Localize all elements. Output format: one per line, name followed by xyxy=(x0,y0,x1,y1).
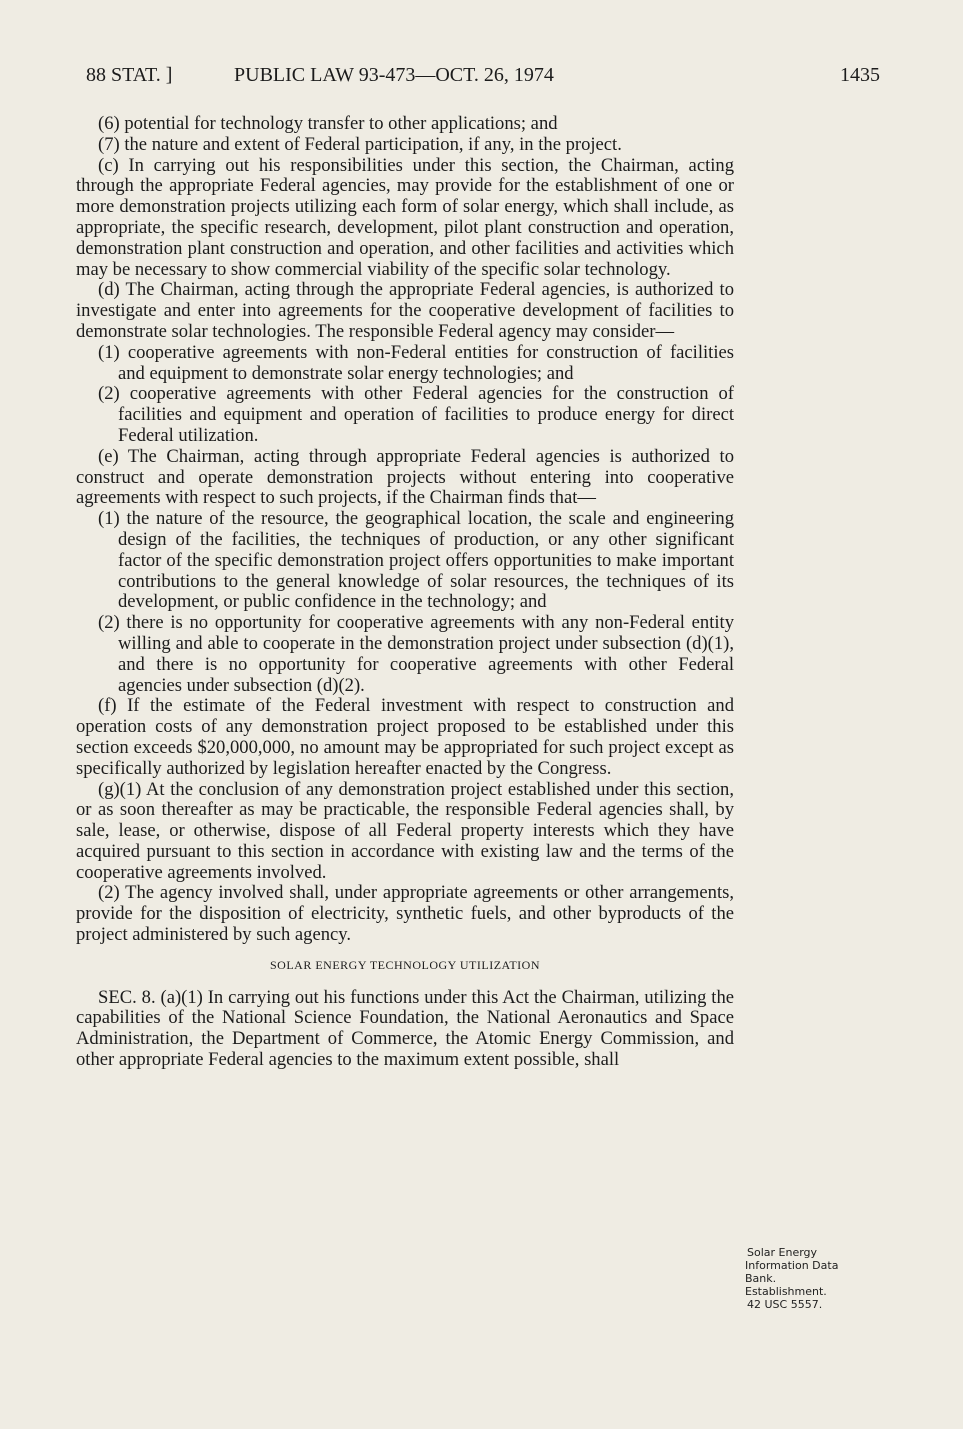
document-body xyxy=(76,114,734,1071)
paragraph-d-1: (1) cooperative agreements with non-Federal entities for construction of facilities and equipment to demonstrate solar energy technologies; and xyxy=(98,341,734,384)
margin-note-line: Solar Energy xyxy=(747,1246,818,1259)
section-8-paragraph xyxy=(76,988,734,1071)
margin-note xyxy=(745,1246,875,1311)
margin-note-line: Bank. xyxy=(745,1272,777,1285)
section-8-text: (a)(1) In carrying out his functions under this Act the Chairman, utilizing the capabilities of the National Science Foundation, the National Aeronautics and Space Administration, the Department of Commerce, the Atomic Energy Commission, and other appropriate Federal agencies to the maximum extent possible, shall xyxy=(76,986,735,1071)
margin-note-citation: 42 USC 5557. xyxy=(747,1298,823,1311)
margin-note-line: Information Data xyxy=(745,1259,839,1272)
margin-note-line: Establishment. xyxy=(745,1285,827,1298)
paragraph-d-2: (2) cooperative agreements with other Federal agencies for the construction of facilities and equipment and operation of facilities to produce energy for direct Federal utilization. xyxy=(98,383,734,446)
paragraph-g-2: (2) The agency involved shall, under appropriate agreements or other arrangements, provide for the disposition of electricity, synthetic fuels, and other byproducts of the project administered by such agency. xyxy=(76,882,734,946)
paragraph-f: (f) If the estimate of the Federal investment with respect to construction and operation costs of any demonstration project proposed to be established under this section exceeds $20,000,000, no amount may be appropriated for such project except as specifically authorized by legislation hereafter enacted by the Congress. xyxy=(76,695,734,779)
paragraph-d: (d) The Chairman, acting through the appropriate Federal agencies, is authorized to investigate and enter into agreements for the cooperative development of facilities to demonstrate solar technologies. The responsible Federal agency may consider— xyxy=(76,279,734,342)
statute-reference: 88 STAT. ] xyxy=(86,64,173,86)
paragraph-e: (e) The Chairman, acting through appropriate Federal agencies is authorized to construct and operate demonstration projects without entering into cooperative agreements with respect to such projects, if the Chairman finds that— xyxy=(76,445,734,509)
paragraph-7: (7) the nature and extent of Federal participation, if any, in the project. xyxy=(98,133,622,155)
paragraph-e-2: (2) there is no opportunity for cooperative agreements with any non-Federal entity willing and able to cooperate in the demonstration project under subsection (d)(1), and there is no opportunity for cooperative agreements with other Federal agencies under subsection (d)(2). xyxy=(98,612,734,696)
paragraph-g-1: (g)(1) At the conclusion of any demonstration project established under this section, or as soon thereafter as may be practicable, the responsible Federal agencies shall, by sale, lease, or otherwise, dispose of all Federal property interests which they have acquired pursuant to this section in accordance with existing law and the terms of the cooperative agreements involved. xyxy=(76,778,734,883)
section-heading: SOLAR ENERGY TECHNOLOGY UTILIZATION xyxy=(269,957,541,972)
page-header xyxy=(86,64,880,90)
section-label: SEC. 8. xyxy=(98,986,156,1008)
paragraph-6: (6) potential for technology transfer to other applications; and xyxy=(98,113,558,134)
page-title: PUBLIC LAW 93-473—OCT. 26, 1974 xyxy=(234,64,554,86)
paragraph-c: (c) In carrying out his responsibilities under this section, the Chairman, acting through the appropriate Federal agencies, may provide for the establishment of one or more demonstration projects utilizing each form of solar energy, which shall include, as appropriate, the specific research, development, pilot plant construction and operation, demonstration plant construction and operation, and other facilities and activities which may be necessary to show commercial viability of the specific solar technology. xyxy=(76,154,734,280)
paragraph-e-1: (1) the nature of the resource, the geographical location, the scale and engineering design of the facilities, the techniques of production, or any other significant factor of the specific demonstration project offers opportunities to make important contributions to the general knowledge of solar resources, the techniques of its development, or public confidence in the technology; and xyxy=(98,508,734,613)
page-number: 1435 xyxy=(840,64,880,86)
